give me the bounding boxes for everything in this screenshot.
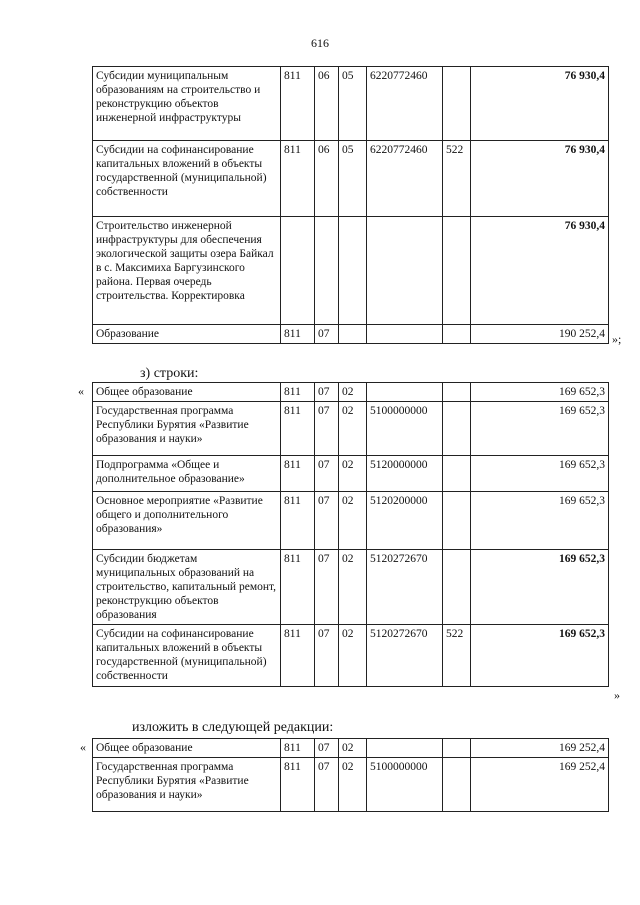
row-name: Субсидии бюджетам муниципальных образований на строительство, капитальный ремонт, реконструкцию объектов образования xyxy=(93,550,281,625)
row-grbs-code: 811 xyxy=(281,456,315,492)
row-section-code: 07 xyxy=(315,402,339,456)
closing-quote-mark: »; xyxy=(612,332,622,346)
table-row xyxy=(93,325,609,344)
opening-quote-mark-2: « xyxy=(80,740,86,754)
table-row xyxy=(93,67,609,141)
row-subsection-code: 02 xyxy=(339,758,367,812)
row-grbs-code: 811 xyxy=(281,141,315,217)
row-name: Строительство инженерной инфраструктуры для обеспечения экологической защиты озера Байкал в с. Максимиха Баргузинского района. Первая очередь строительства. Корректировка xyxy=(93,217,281,325)
row-grbs-code: 811 xyxy=(281,383,315,402)
row-amount: 76 930,4 xyxy=(471,67,609,141)
row-grbs-code: 811 xyxy=(281,492,315,550)
row-expense-type-code: 522 xyxy=(443,141,471,217)
row-name: Образование xyxy=(93,325,281,344)
row-section-code: 06 xyxy=(315,67,339,141)
row-name: Субсидии муниципальным образованиям на строительство и реконструкцию объектов инженерной инфраструктуры xyxy=(93,67,281,141)
row-amount: 169 652,3 xyxy=(471,625,609,687)
row-expense-type-code xyxy=(443,67,471,141)
row-grbs-code: 811 xyxy=(281,550,315,625)
row-amount: 169 652,3 xyxy=(471,492,609,550)
row-name: Общее образование xyxy=(93,383,281,402)
row-amount: 169 252,4 xyxy=(471,758,609,812)
row-grbs-code: 811 xyxy=(281,758,315,812)
row-subsection-code xyxy=(339,325,367,344)
row-subsection-code: 02 xyxy=(339,492,367,550)
table-row xyxy=(93,383,609,402)
row-subsection-code xyxy=(339,217,367,325)
row-target-article-code: 5120200000 xyxy=(367,492,443,550)
budget-table-new-rows xyxy=(92,738,609,812)
closing-quote-mark-2: » xyxy=(614,688,620,702)
row-grbs-code: 811 xyxy=(281,325,315,344)
section-heading-rows: з) строки: xyxy=(140,366,199,381)
row-grbs-code: 811 xyxy=(281,739,315,758)
row-name: Государственная программа Республики Бурятия «Развитие образования и науки» xyxy=(93,402,281,456)
row-expense-type-code xyxy=(443,402,471,456)
row-expense-type-code: 522 xyxy=(443,625,471,687)
row-subsection-code: 02 xyxy=(339,739,367,758)
table-row xyxy=(93,739,609,758)
row-name: Государственная программа Республики Бурятия «Развитие образования и науки» xyxy=(93,758,281,812)
table-row xyxy=(93,550,609,625)
row-subsection-code: 02 xyxy=(339,550,367,625)
row-target-article-code xyxy=(367,325,443,344)
row-target-article-code: 5120272670 xyxy=(367,550,443,625)
row-subsection-code: 02 xyxy=(339,456,367,492)
row-amount: 190 252,4 xyxy=(471,325,609,344)
table-row xyxy=(93,141,609,217)
row-amount: 169 652,3 xyxy=(471,402,609,456)
row-amount: 169 652,3 xyxy=(471,456,609,492)
table-row xyxy=(93,217,609,325)
budget-table-old-rows xyxy=(92,382,609,687)
row-subsection-code: 02 xyxy=(339,383,367,402)
row-name: Субсидии на софинансирование капитальных вложений в объекты государственной (муниципальной) собственности xyxy=(93,625,281,687)
row-section-code xyxy=(315,217,339,325)
row-amount: 169 652,3 xyxy=(471,383,609,402)
row-subsection-code: 02 xyxy=(339,625,367,687)
row-name: Основное мероприятие «Развитие общего и дополнительного образования» xyxy=(93,492,281,550)
page-number: 616 xyxy=(311,36,329,50)
row-amount: 76 930,4 xyxy=(471,217,609,325)
budget-table-continuation xyxy=(92,66,609,344)
row-target-article-code xyxy=(367,739,443,758)
row-section-code: 07 xyxy=(315,383,339,402)
row-amount: 169 252,4 xyxy=(471,739,609,758)
row-section-code: 07 xyxy=(315,550,339,625)
row-subsection-code: 02 xyxy=(339,402,367,456)
row-expense-type-code xyxy=(443,383,471,402)
row-target-article-code: 5120272670 xyxy=(367,625,443,687)
row-name: Субсидии на софинансирование капитальных вложений в объекты государственной (муниципальной) собственности xyxy=(93,141,281,217)
row-target-article-code: 5100000000 xyxy=(367,758,443,812)
table-row xyxy=(93,625,609,687)
row-grbs-code: 811 xyxy=(281,625,315,687)
row-section-code: 07 xyxy=(315,625,339,687)
row-target-article-code: 5100000000 xyxy=(367,402,443,456)
row-target-article-code: 6220772460 xyxy=(367,67,443,141)
row-expense-type-code xyxy=(443,492,471,550)
section-heading-new-edition: изложить в следующей редакции: xyxy=(132,720,334,735)
row-subsection-code: 05 xyxy=(339,67,367,141)
row-name: Подпрограмма «Общее и дополнительное образование» xyxy=(93,456,281,492)
row-target-article-code xyxy=(367,217,443,325)
row-expense-type-code xyxy=(443,456,471,492)
row-expense-type-code xyxy=(443,758,471,812)
table-row xyxy=(93,402,609,456)
row-name: Общее образование xyxy=(93,739,281,758)
row-amount: 76 930,4 xyxy=(471,141,609,217)
row-target-article-code: 6220772460 xyxy=(367,141,443,217)
row-section-code: 07 xyxy=(315,758,339,812)
row-grbs-code xyxy=(281,217,315,325)
row-expense-type-code xyxy=(443,217,471,325)
opening-quote-mark: « xyxy=(78,384,84,398)
row-section-code: 06 xyxy=(315,141,339,217)
row-amount: 169 652,3 xyxy=(471,550,609,625)
row-section-code: 07 xyxy=(315,739,339,758)
row-target-article-code xyxy=(367,383,443,402)
row-grbs-code: 811 xyxy=(281,402,315,456)
row-section-code: 07 xyxy=(315,456,339,492)
row-expense-type-code xyxy=(443,550,471,625)
row-expense-type-code xyxy=(443,739,471,758)
row-expense-type-code xyxy=(443,325,471,344)
table-row xyxy=(93,492,609,550)
row-section-code: 07 xyxy=(315,325,339,344)
row-target-article-code: 5120000000 xyxy=(367,456,443,492)
table-row xyxy=(93,758,609,812)
row-grbs-code: 811 xyxy=(281,67,315,141)
table-row xyxy=(93,456,609,492)
row-section-code: 07 xyxy=(315,492,339,550)
row-subsection-code: 05 xyxy=(339,141,367,217)
